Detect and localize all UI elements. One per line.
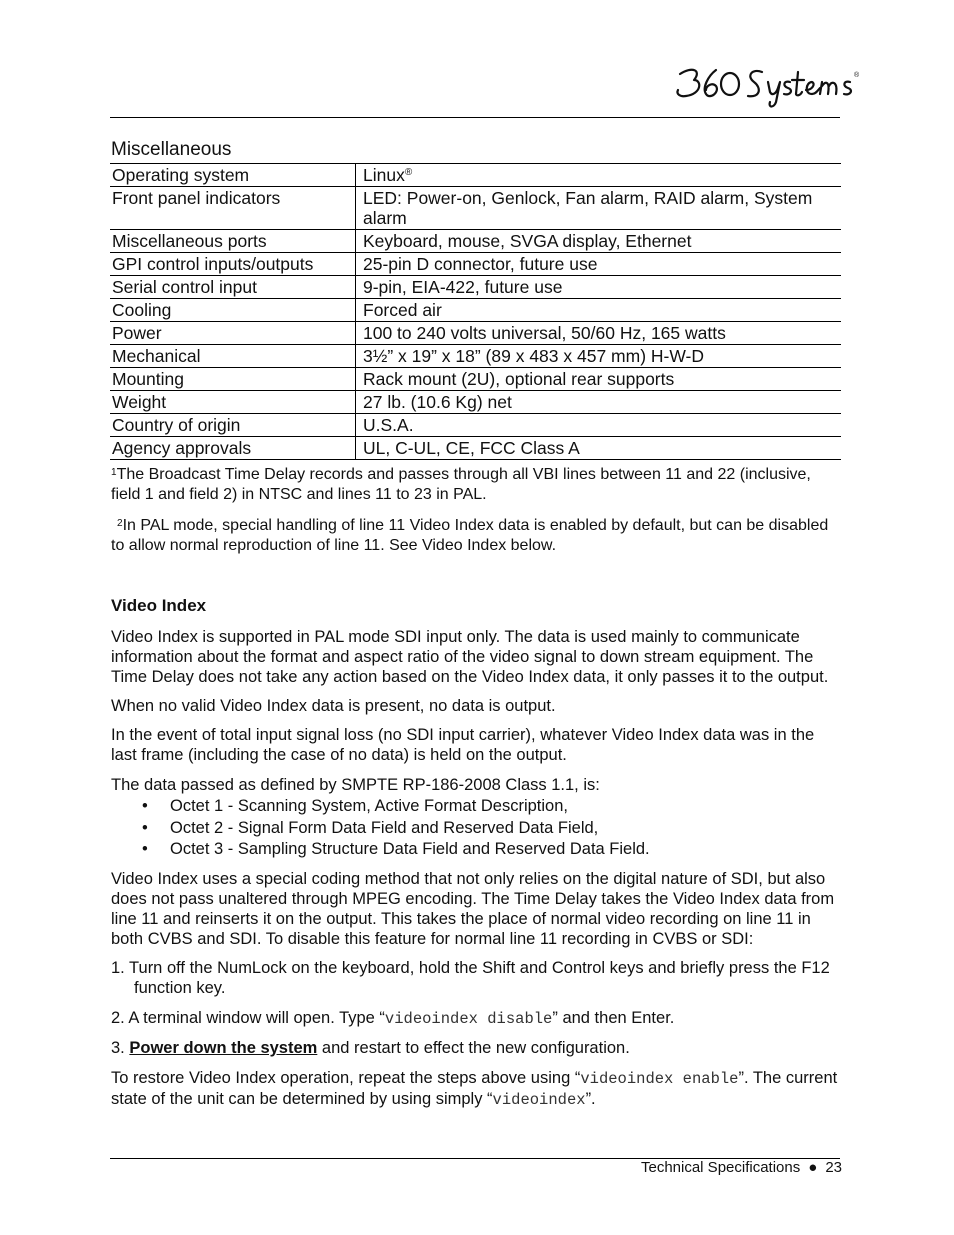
paragraph: The data passed as defined by SMPTE RP-186-2008 Class 1.1, is:: [111, 776, 600, 794]
page-number: 23: [825, 1159, 842, 1176]
list-item: • Octet 2 - Signal Form Data Field and Reserved Data Field,: [111, 818, 650, 840]
spec-label: Country of origin: [110, 414, 356, 437]
spec-label: Serial control input: [110, 276, 356, 299]
spec-label: Weight: [110, 391, 356, 414]
paragraph: To restore Video Index operation, repeat the steps above using “videoindex enable”. The current state of the unit can be determined by using simply “videoindex”.: [111, 1069, 838, 1109]
octet-list: [111, 796, 650, 861]
spec-label: Cooling: [110, 299, 356, 322]
step-2: 2. A terminal window will open. Type “videoindex disable” and then Enter.: [111, 1009, 675, 1028]
footer-bullet-icon: ●: [808, 1159, 818, 1176]
paragraph: Video Index is supported in PAL mode SDI input only. The data is used mainly to communicate information about the format and aspect ratio of the video signal to down stream equipment. The Time Delay does not take any action based on the Video Index data, it only passes it to the output.: [111, 628, 829, 686]
power-down-link[interactable]: Power down the system: [129, 1039, 318, 1057]
table-row: [110, 230, 841, 253]
360-systems-logo: [672, 60, 862, 110]
spec-value: U.S.A.: [356, 414, 842, 437]
spec-label: Power: [110, 322, 356, 345]
video-index-heading: Video Index: [111, 596, 207, 615]
registered-mark: ®: [404, 167, 413, 178]
spec-label: Agency approvals: [110, 437, 356, 460]
spec-label: Operating system: [110, 164, 356, 187]
registered-mark: ®: [854, 72, 860, 79]
spec-label: Mounting: [110, 368, 356, 391]
step-3: 3. Power down the system and restart to effect the new configuration.: [111, 1039, 630, 1057]
footer-label: Technical Specifications: [640, 1159, 801, 1176]
bullet-icon: •: [142, 818, 148, 837]
header-rule: [110, 117, 840, 118]
spec-value: 9-pin, EIA-422, future use: [356, 276, 842, 299]
paragraph: When no valid Video Index data is present, no data is output.: [111, 697, 556, 715]
page-footer: [641, 1159, 842, 1176]
footnote-marker: 2: [117, 518, 123, 529]
spec-value: Linux®: [356, 164, 842, 187]
command-code: videoindex: [492, 1091, 586, 1109]
spec-label: GPI control inputs/outputs: [110, 253, 356, 276]
spec-value: Rack mount (2U), optional rear supports: [356, 368, 842, 391]
table-row: [110, 187, 841, 230]
footnote-2: $^2$In PAL mode, special handling of line 11 Video Index data is enabled by default, but can be disabled to allow normal reproduction of line 11. See Video Index below.: [111, 517, 829, 554]
spec-value: 100 to 240 volts universal, 50/60 Hz, 165 watts: [356, 322, 842, 345]
footnote-marker: 1: [111, 467, 117, 478]
spec-label: Front panel indicators: [110, 187, 356, 230]
bullet-icon: •: [142, 840, 148, 858]
spec-value: 27 lb. (10.6 Kg) net: [356, 391, 842, 414]
step-1: 1. Turn off the NumLock on the keyboard, hold the Shift and Control keys and briefly press the F12 function key.: [111, 959, 830, 997]
table-row: [110, 414, 841, 437]
bullet-icon: •: [142, 797, 148, 815]
spec-label: Mechanical: [110, 345, 356, 368]
command-code: videoindex enable: [580, 1070, 739, 1088]
spec-value: UL, C-UL, CE, FCC Class A: [356, 437, 842, 460]
spec-value: Keyboard, mouse, SVGA display, Ethernet: [356, 230, 842, 253]
spec-value: 3½” x 19” x 18” (89 x 483 x 457 mm) H-W-D: [356, 345, 842, 368]
spec-value: 25-pin D connector, future use: [356, 253, 842, 276]
spec-label: Miscellaneous ports: [110, 230, 356, 253]
table-row: [110, 276, 841, 299]
table-row: [110, 368, 841, 391]
spec-value: Forced air: [356, 299, 842, 322]
spec-value: LED: Power-on, Genlock, Fan alarm, RAID alarm, System alarm: [356, 187, 842, 230]
table-row: [110, 391, 841, 414]
list-item: • Octet 3 - Sampling Structure Data Field and Reserved Data Field.: [111, 839, 650, 861]
footnote-1: $^1$The Broadcast Time Delay records and passes through all VBI lines between 11 and 22 (inclusive, field 1 and field 2) in NTSC and lines 11 to 23 in PAL.: [111, 466, 811, 503]
command-code: videoindex disable: [384, 1010, 553, 1028]
table-row: [110, 437, 841, 460]
table-row: [110, 164, 841, 187]
list-item: • Octet 1 - Scanning System, Active Format Description,: [111, 796, 650, 818]
paragraph: In the event of total input signal loss (no SDI input carrier), whatever Video Index data was in the last frame (including the case of no data) is held on the output.: [111, 726, 815, 764]
table-row: [110, 299, 841, 322]
table-row: [110, 322, 841, 345]
section-title: Miscellaneous: [111, 139, 232, 160]
spec-table: [110, 163, 841, 460]
paragraph: Video Index uses a special coding method that not only relies on the digital nature of SDI, but also does not pass unaltered through MPEG encoding. The Time Delay takes the Video Index data from line 11 and reinserts it on the output. This takes the place of normal video recording on line 11 in both CVBS and SDI. To disable this feature for normal line 11 recording in CVBS or SDI:: [111, 870, 835, 948]
table-row: [110, 345, 841, 368]
table-row: [110, 253, 841, 276]
